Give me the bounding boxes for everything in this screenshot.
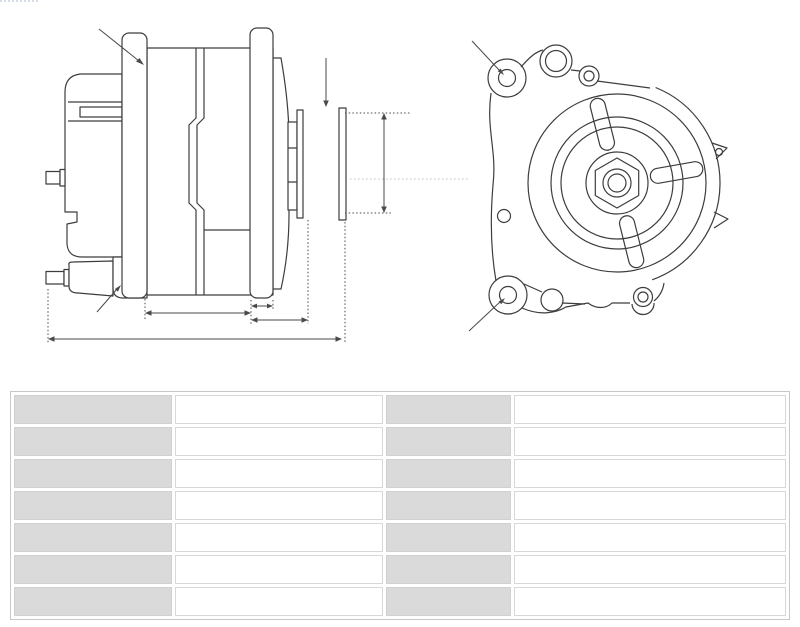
table-row [14,459,786,488]
front-mount-lug [122,33,147,298]
spec-value [514,427,786,456]
lower-foot [69,261,113,296]
spec-label [14,491,172,520]
spec-label [386,587,511,616]
spec-table [10,391,790,620]
spec-label [386,491,511,520]
table-row [14,395,786,424]
spec-label [14,427,172,456]
housing-rim [652,88,720,280]
spec-value [514,459,786,488]
ear-bottom-left [489,276,527,314]
upper-stud [46,172,60,185]
pulley-left-flange [297,110,303,218]
lug-bottom-right [634,288,653,307]
shaft-nut [595,158,638,208]
hole-left-small [498,210,511,223]
spec-label [386,555,511,584]
spec-label [14,523,172,552]
spec-value [514,491,786,520]
table-row [14,555,786,584]
table-row [14,587,786,616]
spec-value [175,523,383,552]
rear-mount-lug [250,28,273,298]
spec-label [14,555,172,584]
table-row [14,523,786,552]
table-row [14,427,786,456]
spec-value [175,459,383,488]
side-view-drawing [46,28,346,298]
spec-value [514,395,786,424]
ear-top-mid [540,45,572,77]
spec-value [175,555,383,584]
rim-tab-lower [714,212,728,228]
spec-label [14,459,172,488]
spec-value [175,395,383,424]
bracket-outline [490,50,664,313]
fan-spokes [589,97,704,269]
rim-tab-upper [712,143,727,159]
table-row [14,491,786,520]
spec-value [175,427,383,456]
spec-label [14,587,172,616]
hole-bottom-mid [541,289,563,311]
face-ring-outer [528,94,706,272]
drive-end-cone [273,58,289,289]
leader-d1 [472,41,500,71]
lower-stud [46,272,64,285]
spec-value [514,523,786,552]
spec-label [386,395,511,424]
spec-label [14,395,172,424]
front-view-drawing [488,45,728,315]
spec-value [514,587,786,616]
spec-label [386,427,511,456]
spec-value [175,587,383,616]
pulley-right-flange [339,108,346,220]
ear-top-right [579,66,599,86]
shaft [288,122,297,210]
spec-value [175,491,383,520]
spec-value [514,555,786,584]
spec-label [386,523,511,552]
spec-label [386,459,511,488]
leader-d2 [469,301,501,331]
